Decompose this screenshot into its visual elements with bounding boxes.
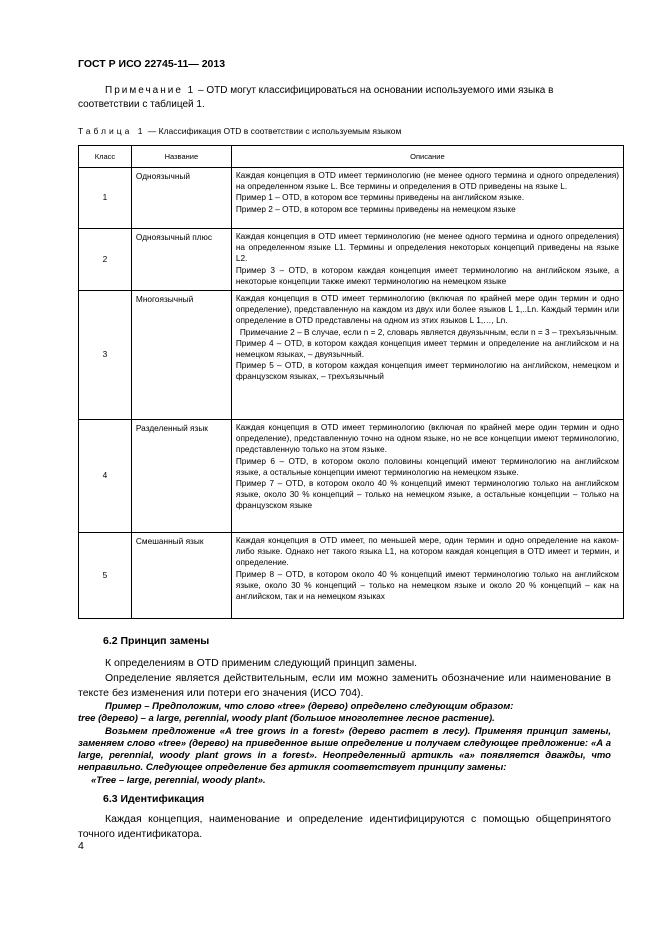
note-1-label: Примечание 1 <box>105 85 196 96</box>
row-description <box>231 291 623 420</box>
note-1 <box>78 84 598 112</box>
substitution-example <box>78 701 611 787</box>
row-name: Многоязычный <box>131 291 231 420</box>
section-6-3-body <box>78 812 611 842</box>
description-line: Пример 7 – OTD, в котором около 40 % концепций имеют терминологию только на английском языке, около 30 % концепций – только на немецком языке, а остальные концепции – только на французском языке <box>235 478 619 511</box>
description-line: Каждая концепция в OTD имеет, по меньшей мере, один термин и одно определение на каком-либо языке. Однако нет такого языка L1, на котором каждая концепция в OTD имеет и термин, и определение. <box>235 535 619 568</box>
row-class: 2 <box>79 229 132 291</box>
row-name: Смешанный язык <box>131 533 231 619</box>
row-class: 5 <box>79 533 132 619</box>
row-class: 1 <box>79 168 132 229</box>
header-name: Название <box>131 146 231 168</box>
description-line: Пример 5 – OTD, в котором каждая концепция имеет терминологию на английском, немецком и французском языках, – трехъязычный <box>235 360 619 382</box>
table-row <box>79 291 624 420</box>
description-line: Каждая концепция в OTD имеет терминологию (включая по крайней мере один термин и одно определение), представленную на каждом из двух или более языков L 1,..Ln. Каждый термин или определение в OTD представлены на одном из этих языков L 1,…, Ln. <box>235 293 619 326</box>
table-caption-label: Таблица 1 <box>78 126 146 136</box>
table-row <box>79 168 624 229</box>
row-name: Одноязычный <box>131 168 231 229</box>
row-name: Разделенный язык <box>131 420 231 533</box>
note-1-text: – OTD могут классифицироваться на основании используемого ими языка в соответствии с таблицей 1. <box>78 85 554 110</box>
table-caption-text: — Классификация OTD в соответствии с используемым языком <box>145 126 402 136</box>
description-line: Примечание 2 – В случае, если n = 2, словарь является двуязычным, если n = 3 – трехъязычным. <box>239 326 619 337</box>
description-line: Пример 4 – OTD, в котором каждая концепция имеет термин и определение на английском и на немецком языках, – двуязычный. <box>235 337 619 360</box>
description-line: Каждая концепция в OTD имеет терминологию (не менее одного термина и одного определения) на определенном языке L1. Термины и определения некоторых концепций приведены на языке L2. <box>235 231 619 264</box>
example-line: Пример – Предположим, что слово «tree» (дерево) определено следующим образом: <box>105 701 514 712</box>
row-class: 3 <box>79 291 132 420</box>
section-6-2-body <box>78 656 611 701</box>
paragraph: Определение является действительным, если им можно заменить обозначение или наименование в тексте без изменения или потери его значения (ИСО 704). <box>78 672 611 699</box>
table-row <box>79 229 624 291</box>
table-header-row <box>79 146 624 168</box>
table-row <box>79 533 624 619</box>
row-description <box>231 533 623 619</box>
description-line: Пример 2 – OTD, в котором все термины приведены на немецком языке <box>235 203 516 214</box>
description-line: Каждая концепция в OTD имеет терминологию (включая по крайней мере один термин и одно определение), представленную точно на одном языке, но не все концепции имеют терминологию, представленную только на этом языке. <box>235 422 619 455</box>
example-line: Возьмем предложение «A tree grows in a forest» (дерево растет в лесу). Применяя принцип замены, заменяем слово «tree» (дерево) на приведенное выше определение и получаем следующее предложение: «A a large, perennial, woody plant grows in a forest». Неопределенный артикль «a» появляется дважды, что неправильно. Следующее определение без артикля соответствует принципу замены: <box>78 725 611 774</box>
section-6-3-title: 6.3 Идентификация <box>103 793 205 805</box>
header-class: Класс <box>79 146 132 168</box>
paragraph: К определениям в OTD применим следующий принцип замены. <box>105 657 418 669</box>
description-line: Пример 1 – OTD, в котором все термины приведены на английском языке. <box>235 192 525 203</box>
section-6-2-title: 6.2 Принцип замены <box>103 635 210 647</box>
row-description <box>231 168 623 229</box>
example-line: tree (дерево) – a large, perennial, woody plant (большое многолетнее лесное растение). <box>78 713 495 725</box>
description-line: Пример 6 – OTD, в котором около половины концепций имеют терминологию на английском языке, а остальные концепции имеют терминологию на немецком языке. <box>235 455 619 477</box>
paragraph: Каждая концепция, наименование и определение идентифицируются с помощью общепринятого точного идентификатора. <box>78 813 611 840</box>
header-description: Описание <box>231 146 623 168</box>
description-line: Каждая концепция в OTD имеет терминологию (не менее одного термина и одного определения) на определенном языке L. Все термины и определения в OTD приведены на языке L. <box>235 170 619 192</box>
description-line: Пример 3 – OTD, в котором каждая концепция имеет терминологию на английском языке, а некоторые концепции также имеют терминологию на немецком языке <box>235 264 619 286</box>
row-class: 4 <box>79 420 132 533</box>
row-name: Одноязычный плюс <box>131 229 231 291</box>
table-caption <box>78 126 401 136</box>
document-header: ГОСТ Р ИСО 22745-11— 2013 <box>78 58 226 70</box>
table-row <box>79 420 624 533</box>
example-line: «Tree – large, perennial, woody plant». <box>91 774 266 786</box>
classification-table <box>78 145 624 619</box>
page-number: 4 <box>78 840 84 852</box>
row-description <box>231 229 623 291</box>
description-line: Пример 8 – OTD, в котором около 40 % концепций имеют терминологию только на английском языке, около 30 % концепций – только на немецком языке и около 20 % концепций – как на английском, так и на немецком языках <box>235 568 619 602</box>
row-description <box>231 420 623 533</box>
